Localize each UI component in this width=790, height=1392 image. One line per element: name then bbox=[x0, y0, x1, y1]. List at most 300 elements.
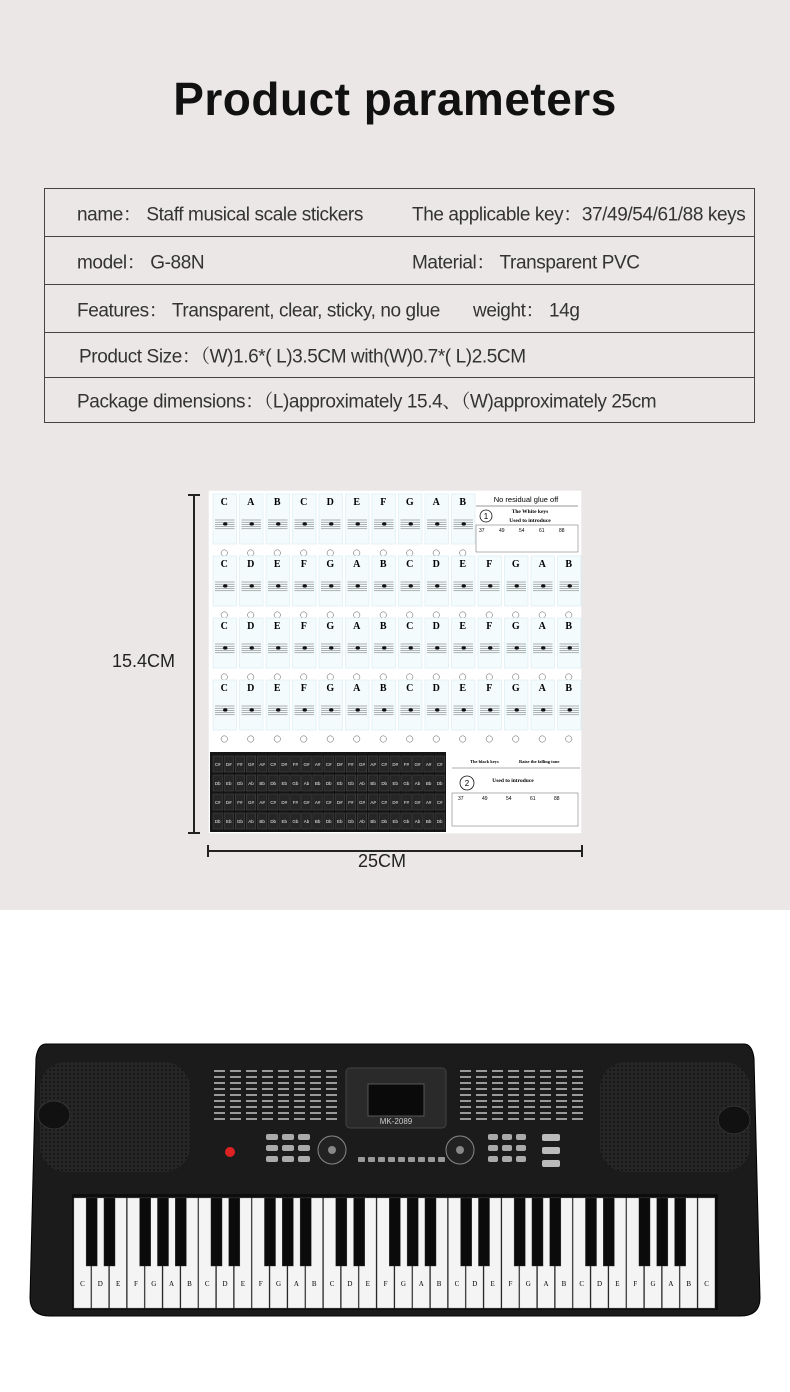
lcd-screen bbox=[368, 1084, 424, 1116]
params-row bbox=[45, 189, 755, 237]
black-key bbox=[514, 1198, 525, 1266]
param-product-size: Product Size：（W)1.6*( L)3.5CM with(W)0.7*( L)2.5CM bbox=[79, 346, 526, 368]
param-features: Features： Transparent, clear, sticky, no glue bbox=[77, 300, 440, 321]
number-badge bbox=[486, 736, 492, 742]
black-key-sticker-label: C# bbox=[436, 800, 443, 805]
param-package-dimensions: Package dimensions：（L)approximately 15.4、（W)approximately 25cm bbox=[77, 391, 657, 413]
number-badge bbox=[566, 674, 572, 680]
panel-legend bbox=[278, 1118, 289, 1120]
black-key-sticker-label: G# bbox=[247, 762, 255, 767]
note-head bbox=[409, 646, 413, 649]
black-key-sticker-label: Db bbox=[325, 819, 332, 824]
note-letter: C bbox=[406, 683, 414, 694]
panel-legend bbox=[230, 1076, 241, 1078]
number-badge bbox=[248, 674, 254, 680]
note-head bbox=[409, 708, 413, 711]
black-key-sticker-label: Db bbox=[436, 781, 443, 786]
black-key-sticker-label: Db bbox=[270, 781, 277, 786]
number-badge bbox=[460, 550, 466, 556]
black-key-sticker-label: D# bbox=[392, 762, 399, 767]
black-key bbox=[300, 1198, 311, 1266]
panel-legend bbox=[230, 1100, 241, 1102]
note-head bbox=[250, 708, 254, 711]
panel-legend bbox=[508, 1100, 519, 1102]
black-key-sticker-label: Db bbox=[270, 819, 277, 824]
key-count-label: 54 bbox=[519, 528, 525, 534]
black-key-sticker-label: Gb bbox=[292, 781, 299, 786]
panel-legend bbox=[524, 1088, 535, 1090]
panel-legend bbox=[262, 1076, 273, 1078]
note-head bbox=[435, 646, 439, 649]
panel-legend bbox=[326, 1088, 337, 1090]
note-letter: G bbox=[326, 559, 335, 570]
black-key-sticker-label: A# bbox=[370, 800, 376, 805]
panel-legend bbox=[556, 1112, 567, 1114]
note-letter: B bbox=[273, 497, 281, 508]
key-sticker-letter: C bbox=[204, 1280, 210, 1288]
key-count-label: 61 bbox=[530, 796, 536, 802]
panel-legend bbox=[230, 1082, 241, 1084]
number-badge bbox=[513, 674, 519, 680]
panel-legend bbox=[262, 1082, 273, 1084]
black-key-sticker-label: C# bbox=[381, 800, 388, 805]
note-head bbox=[462, 646, 466, 649]
panel-legend bbox=[460, 1076, 471, 1078]
panel-legend bbox=[524, 1094, 535, 1096]
note-letter: G bbox=[326, 683, 335, 694]
note-letter: F bbox=[486, 683, 493, 694]
note-letter: G bbox=[511, 683, 520, 694]
panel-button bbox=[282, 1156, 294, 1162]
black-key-sticker-label: G# bbox=[414, 762, 421, 767]
number-badge bbox=[301, 612, 307, 618]
black-key-sticker-label: Eb bbox=[337, 781, 343, 786]
note-head bbox=[356, 522, 360, 525]
panel-legend bbox=[294, 1082, 305, 1084]
black-key bbox=[389, 1198, 400, 1266]
panel-legend bbox=[214, 1082, 225, 1084]
black-key-sticker-label: Ab bbox=[359, 781, 365, 786]
note-letter: A bbox=[432, 497, 440, 508]
panel-legend bbox=[460, 1082, 471, 1084]
panel-button bbox=[282, 1145, 294, 1151]
number-badge bbox=[539, 674, 545, 680]
black-key-sticker-label: Bb bbox=[425, 781, 432, 786]
black-key bbox=[603, 1198, 614, 1266]
note-head bbox=[329, 584, 333, 587]
black-key-sticker-label: Gb bbox=[347, 819, 354, 824]
black-keys-title: The black keys bbox=[470, 759, 499, 764]
key-sticker-letter: B bbox=[187, 1280, 192, 1288]
note-letter: F bbox=[300, 683, 307, 694]
note-letter: D bbox=[247, 621, 255, 632]
note-letter: D bbox=[432, 621, 440, 632]
panel-button bbox=[298, 1145, 310, 1151]
black-key bbox=[140, 1198, 151, 1266]
panel-legend bbox=[230, 1094, 241, 1096]
number-badge bbox=[327, 612, 333, 618]
note-head bbox=[515, 646, 519, 649]
panel-legend bbox=[246, 1082, 257, 1084]
note-letter: F bbox=[486, 621, 493, 632]
black-key-sticker-label: Gb bbox=[292, 819, 299, 824]
panel-legend bbox=[476, 1106, 487, 1108]
panel-legend bbox=[310, 1118, 321, 1120]
key-sticker-letter: F bbox=[258, 1280, 263, 1288]
black-key-sticker-label: Eb bbox=[392, 819, 399, 824]
note-letter: E bbox=[353, 497, 361, 508]
key-sticker-letter: D bbox=[222, 1280, 228, 1288]
key-sticker-letter: D bbox=[347, 1280, 353, 1288]
panel-legend bbox=[326, 1070, 337, 1072]
panel-legend bbox=[524, 1082, 535, 1084]
note-head bbox=[356, 646, 360, 649]
note-letter: E bbox=[273, 621, 281, 632]
number-badge bbox=[221, 550, 227, 556]
panel-legend bbox=[508, 1082, 519, 1084]
number-badge bbox=[274, 736, 280, 742]
note-letter: B bbox=[565, 683, 573, 694]
panel-legend bbox=[460, 1094, 471, 1096]
panel-legend bbox=[294, 1118, 305, 1120]
params-table bbox=[44, 188, 755, 423]
panel-legend bbox=[492, 1106, 503, 1108]
panel-button bbox=[298, 1156, 310, 1162]
key-count-label: 37 bbox=[458, 796, 464, 802]
panel-legend bbox=[326, 1118, 337, 1120]
panel-legend bbox=[556, 1076, 567, 1078]
note-head bbox=[382, 646, 386, 649]
key-sticker-letter: D bbox=[97, 1280, 103, 1288]
param-model: model： G-88N bbox=[77, 252, 205, 273]
key-sticker-letter: A bbox=[668, 1280, 674, 1288]
params-row bbox=[45, 333, 755, 378]
keyboard-photo bbox=[28, 1040, 762, 1320]
panel-legend bbox=[294, 1094, 305, 1096]
panel-legend bbox=[230, 1118, 241, 1120]
note-head bbox=[329, 646, 333, 649]
panel-button bbox=[488, 1134, 498, 1140]
black-key bbox=[175, 1198, 186, 1266]
key-count-label: 61 bbox=[539, 528, 545, 534]
panel-legend bbox=[214, 1106, 225, 1108]
note-head bbox=[329, 708, 333, 711]
note-head bbox=[435, 522, 439, 525]
panel-legend bbox=[492, 1076, 503, 1078]
black-key bbox=[354, 1198, 365, 1266]
black-key-sticker-label: C# bbox=[325, 800, 332, 805]
panel-legend bbox=[524, 1118, 535, 1120]
black-key bbox=[585, 1198, 596, 1266]
black-key bbox=[532, 1198, 543, 1266]
panel-legend bbox=[246, 1070, 257, 1072]
panel-legend bbox=[508, 1118, 519, 1120]
panel-legend bbox=[540, 1100, 551, 1102]
note-letter: E bbox=[459, 559, 467, 570]
note-letter: C bbox=[220, 497, 228, 508]
panel-legend bbox=[524, 1070, 535, 1072]
note-head bbox=[303, 646, 307, 649]
panel-legend bbox=[476, 1082, 487, 1084]
panel-legend bbox=[476, 1100, 487, 1102]
panel-legend bbox=[524, 1076, 535, 1078]
black-key-sticker-label: G# bbox=[358, 800, 366, 805]
black-key bbox=[211, 1198, 222, 1266]
note-letter: G bbox=[511, 559, 520, 570]
black-key bbox=[407, 1198, 418, 1266]
black-key-sticker-label: Gb bbox=[236, 819, 243, 824]
key-sticker-letter: B bbox=[436, 1280, 442, 1288]
panel-legend bbox=[556, 1106, 567, 1108]
panel-legend bbox=[476, 1118, 487, 1120]
panel-legend bbox=[310, 1094, 321, 1096]
used-to-introduce-2: Used to introduce bbox=[492, 778, 534, 784]
panel-legend bbox=[326, 1094, 337, 1096]
note-head bbox=[568, 646, 572, 649]
black-key bbox=[675, 1198, 686, 1266]
black-key-sticker-label: Eb bbox=[281, 819, 288, 824]
black-key-sticker-label: C# bbox=[214, 800, 221, 805]
key-sticker-letter: E bbox=[240, 1280, 246, 1288]
number-badge bbox=[486, 612, 492, 618]
note-head bbox=[329, 522, 333, 525]
panel-legend bbox=[460, 1112, 471, 1114]
black-key-sticker-label: Bb bbox=[370, 819, 376, 824]
panel-button bbox=[408, 1157, 415, 1162]
panel-button bbox=[502, 1145, 512, 1151]
black-key-sticker-label: G# bbox=[358, 762, 366, 767]
black-key-sticker-label: A# bbox=[314, 800, 321, 805]
note-letter: D bbox=[247, 683, 255, 694]
black-key bbox=[550, 1198, 561, 1266]
black-key-sticker-label: C# bbox=[270, 800, 277, 805]
number-badge bbox=[301, 674, 307, 680]
panel-legend bbox=[262, 1088, 273, 1090]
panel-legend bbox=[214, 1112, 225, 1114]
note-letter: E bbox=[273, 683, 281, 694]
panel-legend bbox=[508, 1076, 519, 1078]
black-key bbox=[425, 1198, 436, 1266]
panel-button bbox=[266, 1145, 278, 1151]
number-badge bbox=[460, 612, 466, 618]
black-key bbox=[282, 1198, 293, 1266]
note-letter: E bbox=[459, 683, 467, 694]
panel-legend bbox=[572, 1100, 583, 1102]
height-label: 15.4CM bbox=[112, 651, 176, 671]
sheet-header: No residual glue off bbox=[493, 495, 559, 504]
black-key-sticker-label: G# bbox=[303, 762, 310, 767]
number-badge bbox=[460, 674, 466, 680]
note-letter: A bbox=[247, 497, 255, 508]
panel-legend bbox=[476, 1094, 487, 1096]
panel-legend bbox=[476, 1088, 487, 1090]
panel-legend bbox=[572, 1118, 583, 1120]
black-key-sticker-label: Bb bbox=[314, 781, 321, 786]
key-sticker-letter: G bbox=[276, 1280, 282, 1288]
panel-button bbox=[378, 1157, 385, 1162]
key-sticker-letter: C bbox=[80, 1280, 85, 1288]
note-letter: B bbox=[565, 621, 573, 632]
panel-button bbox=[418, 1157, 425, 1162]
black-key-sticker-label: Gb bbox=[403, 781, 410, 786]
panel-legend bbox=[492, 1082, 503, 1084]
note-letter: E bbox=[273, 559, 281, 570]
note-head bbox=[541, 708, 545, 711]
key-sticker-letter: C bbox=[329, 1280, 335, 1288]
note-head bbox=[276, 646, 280, 649]
black-key-sticker-label: Gb bbox=[403, 819, 410, 824]
key-sticker-letter: E bbox=[365, 1280, 370, 1288]
note-letter: D bbox=[432, 559, 440, 570]
black-key-sticker-label: A# bbox=[314, 762, 321, 767]
panel-legend bbox=[556, 1100, 567, 1102]
number-badge bbox=[460, 736, 466, 742]
panel-legend bbox=[246, 1076, 257, 1078]
number-badge bbox=[274, 612, 280, 618]
number-badge bbox=[433, 674, 439, 680]
number-badge bbox=[380, 612, 386, 618]
note-letter: C bbox=[300, 497, 308, 508]
panel-button bbox=[488, 1145, 498, 1151]
panel-legend bbox=[540, 1076, 551, 1078]
number-badge bbox=[274, 674, 280, 680]
black-key-sticker-label: Db bbox=[381, 819, 388, 824]
black-key-sticker-label: G# bbox=[303, 800, 310, 805]
note-letter: B bbox=[565, 559, 573, 570]
panel-legend bbox=[326, 1112, 337, 1114]
panel-button bbox=[502, 1156, 512, 1162]
panel-legend bbox=[214, 1088, 225, 1090]
black-key-sticker-label: Ab bbox=[303, 781, 310, 786]
panel-legend bbox=[278, 1070, 289, 1072]
panel-legend bbox=[572, 1088, 583, 1090]
panel-legend bbox=[230, 1088, 241, 1090]
note-head bbox=[303, 708, 307, 711]
panel-legend bbox=[246, 1094, 257, 1096]
black-key-sticker-label: D# bbox=[336, 762, 343, 767]
note-letter: F bbox=[300, 559, 307, 570]
black-key-sticker-label: D# bbox=[281, 800, 288, 805]
black-key-sticker-label: Db bbox=[214, 819, 221, 824]
black-key-sticker-label: Ab bbox=[248, 781, 254, 786]
panel-legend bbox=[310, 1088, 321, 1090]
note-head bbox=[250, 646, 254, 649]
note-letter: A bbox=[538, 559, 546, 570]
number-badge bbox=[327, 674, 333, 680]
panel-legend bbox=[460, 1118, 471, 1120]
panel-legend bbox=[278, 1076, 289, 1078]
key-sticker-letter: E bbox=[615, 1280, 620, 1288]
page-title: Product parameters bbox=[173, 73, 617, 125]
note-letter: B bbox=[379, 683, 387, 694]
number-badge bbox=[327, 736, 333, 742]
panel-legend bbox=[572, 1094, 583, 1096]
black-key bbox=[336, 1198, 347, 1266]
panel-button bbox=[516, 1134, 526, 1140]
panel-button bbox=[298, 1134, 310, 1140]
panel-legend bbox=[492, 1118, 503, 1120]
panel-button bbox=[542, 1147, 560, 1154]
black-key-sticker-label: A# bbox=[259, 762, 265, 767]
note-head bbox=[541, 646, 545, 649]
black-key bbox=[657, 1198, 668, 1266]
panel-legend bbox=[492, 1094, 503, 1096]
panel-legend bbox=[310, 1106, 321, 1108]
black-key-sticker-label: F# bbox=[348, 762, 354, 767]
panel-legend bbox=[508, 1070, 519, 1072]
note-head bbox=[488, 584, 492, 587]
black-key-sticker-label: F# bbox=[403, 762, 410, 767]
panel-legend bbox=[278, 1094, 289, 1096]
number-badge bbox=[301, 550, 307, 556]
panel-legend bbox=[572, 1082, 583, 1084]
black-key-sticker-label: F# bbox=[292, 800, 299, 805]
width-label: 25CM bbox=[358, 851, 407, 871]
panel-legend bbox=[572, 1112, 583, 1114]
number-badge bbox=[407, 612, 413, 618]
panel-legend bbox=[214, 1094, 225, 1096]
black-key-sticker-label: D# bbox=[336, 800, 343, 805]
number-badge bbox=[327, 550, 333, 556]
note-head bbox=[223, 646, 227, 649]
panel-button bbox=[388, 1157, 395, 1162]
black-key-sticker-label: Ab bbox=[359, 819, 365, 824]
note-letter: C bbox=[220, 621, 228, 632]
panel-legend bbox=[556, 1070, 567, 1072]
key-sticker-letter: C bbox=[454, 1280, 460, 1288]
panel-legend bbox=[540, 1070, 551, 1072]
number-badge bbox=[354, 612, 360, 618]
note-head bbox=[568, 584, 572, 587]
note-head bbox=[382, 522, 386, 525]
note-head bbox=[488, 646, 492, 649]
black-key-sticker-label: Gb bbox=[347, 781, 354, 786]
panel-legend bbox=[310, 1082, 321, 1084]
note-letter: D bbox=[326, 497, 334, 508]
black-key-sticker-label: D# bbox=[225, 800, 232, 805]
panel-legend bbox=[294, 1100, 305, 1102]
note-head bbox=[303, 584, 307, 587]
key-sticker-letter: B bbox=[686, 1280, 692, 1288]
key-count-label: 54 bbox=[506, 796, 512, 802]
number-badge bbox=[566, 736, 572, 742]
panel-legend bbox=[278, 1088, 289, 1090]
sticker-sheet bbox=[208, 490, 582, 834]
panel-legend bbox=[460, 1100, 471, 1102]
number-badge bbox=[380, 550, 386, 556]
black-key-sticker-label: C# bbox=[436, 762, 443, 767]
note-head bbox=[435, 708, 439, 711]
panel-legend bbox=[540, 1112, 551, 1114]
note-letter: D bbox=[432, 683, 440, 694]
number-badge bbox=[248, 550, 254, 556]
key-count-label: 49 bbox=[482, 796, 488, 802]
black-key-sticker-label: Bb bbox=[370, 781, 376, 786]
note-letter: G bbox=[326, 621, 335, 632]
black-key-sticker-label: C# bbox=[214, 762, 221, 767]
key-sticker-letter: G bbox=[151, 1280, 157, 1288]
key-sticker-letter: B bbox=[561, 1280, 567, 1288]
number-badge bbox=[354, 674, 360, 680]
panel-legend bbox=[246, 1100, 257, 1102]
panel-legend bbox=[540, 1088, 551, 1090]
panel-legend bbox=[262, 1112, 273, 1114]
panel-legend bbox=[262, 1070, 273, 1072]
panel-button bbox=[266, 1134, 278, 1140]
panel-legend bbox=[230, 1112, 241, 1114]
note-head bbox=[356, 708, 360, 711]
note-head bbox=[250, 522, 254, 525]
